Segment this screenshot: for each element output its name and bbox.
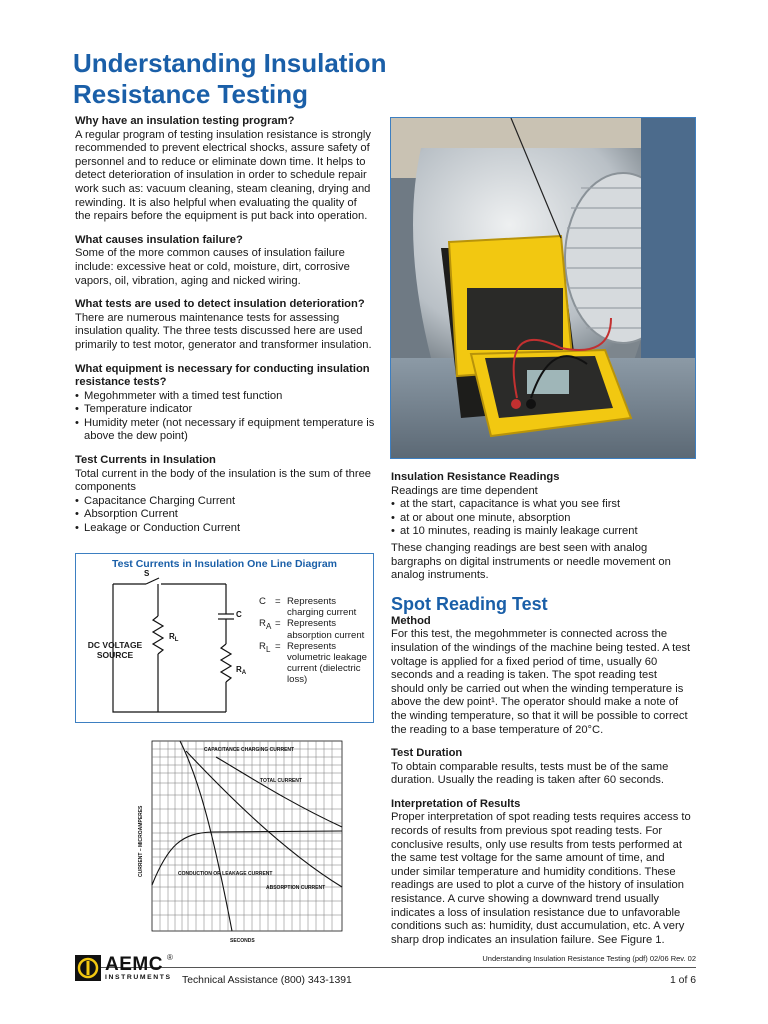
section-readings (391, 471, 691, 583)
list-item: • Humidity meter (not necessary if equipment temperature is above the dew point) (75, 417, 375, 444)
label-total: TOTAL CURRENT (260, 778, 302, 784)
current-time-graph (120, 737, 350, 947)
causes-body: Some of the more common causes of insulation failure include: excessive heat or cold, moisture, dirt, corrosive vapors, oil, vibration, aging and nicked wiring. (75, 247, 350, 287)
tests-heading: What tests are used to detect insulation deterioration? (75, 298, 365, 311)
list-item: • at or about one minute, absorption (391, 512, 691, 526)
method-heading: Method (391, 614, 431, 627)
legend-desc: Represents volumetric leakage current (dielectric loss) (287, 640, 367, 686)
rl-label: $R_L$ (169, 632, 179, 643)
aemc-logo (75, 955, 175, 983)
graph-ylabel: CURRENT – MICROAMPERES (138, 805, 144, 877)
duration-heading: Test Duration (391, 747, 463, 760)
footer-doc-ref: Understanding Insulation Resistance Testing (pdf) 02/06 Rev. 02 (482, 954, 696, 963)
section-tests (75, 298, 375, 352)
list-item: • Absorption Current (75, 508, 375, 522)
diagram-title: Test Currents in Insulation One Line Diagram (111, 558, 337, 570)
readings-after: These changing readings are best seen with analog bargraphs on digital instruments or needle movement on analog instruments. (391, 541, 671, 582)
switch-blade (146, 578, 159, 584)
currents-heading: Test Currents in Insulation (75, 454, 216, 467)
label-absorption: ABSORPTION CURRENT (266, 885, 326, 891)
legend-symbol: C (259, 596, 266, 607)
footer-page-number: 1 of 6 (670, 975, 696, 986)
aemc-logo-icon (75, 955, 101, 981)
readings-intro: Readings are time dependent (391, 484, 538, 497)
readings-heading: Insulation Resistance Readings (391, 471, 560, 483)
section-causes (75, 234, 375, 288)
total-current-curve (216, 757, 342, 827)
method-body: For this test, the megohmmeter is connected across the insulation of the windings of the machine being tested. A test voltage is applied for a fixed period of time, usually 60 seconds and a reading is taken. The spot reading test should only be carried out when the winding temperature is above the dew point¹. The operator should make a note of the winding temperature, so that it will be possible to correct the reading to a base temperature of 20°C. (391, 628, 691, 736)
legend-desc: Represents charging current (287, 596, 357, 619)
legend-equals: = (275, 640, 281, 652)
right-column (391, 471, 691, 957)
list-item: • Megohmmeter with a timed test function (75, 390, 375, 404)
switch-label: S (144, 569, 150, 578)
logo-wordmark: AEMC (105, 954, 163, 975)
causes-heading: What causes insulation failure? (75, 233, 243, 246)
one-line-diagram (75, 553, 374, 723)
why-body: A regular program of testing insulation resistance is strongly recommended to prevent electrical shocks, assure safety of personnel and to reduce or eliminate down time. It helps to detect deterioration of insulation in order to schedule repair work such as: vacuum cleaning, steam cleaning, drying and rewinding. It is also helpful when evaluating the quality of the repairs before the equipment is put back into operation. (75, 128, 371, 223)
ra-resistor (221, 644, 231, 682)
rl-resistor (153, 616, 163, 654)
black-terminal (526, 399, 536, 409)
section-interpretation (391, 798, 691, 948)
section-why (75, 115, 375, 224)
photo-illustration (391, 118, 696, 459)
logo-subtext: INSTRUMENTS (105, 974, 172, 981)
legend-row-rl (259, 641, 374, 686)
ra-label: $R_A$ (236, 665, 247, 676)
list-item: • Leakage or Conduction Current (75, 522, 375, 536)
list-item: • at 10 minutes, reading is mainly leakage current (391, 525, 691, 539)
interpretation-body: Proper interpretation of spot reading tests requires access to records of results from previous spot reading tests. For conclusive results, only use results from tests performed at the same test voltage for the same amount of time, and under similar temperature and humidity conditions. These readings are used to plot a curve of the history of insulation resistance. A curve showing a downward trend usually indicates a loss of insulation resistance due to unfavorable conditions such as: humidity, dust accumulation, etc. A very sharp drop indicates an insulation failure. See Figure 1. (391, 811, 691, 946)
currents-body: Total current in the body of the insulation is the sum of three components (75, 467, 372, 494)
section-method (391, 615, 691, 737)
dc-source-label: DC VOLTAGE SOURCE (87, 640, 143, 660)
title-line-1: Understanding Insulation (73, 48, 387, 78)
legend-desc: Represents absorption current (287, 618, 365, 641)
legend-symbol: $R_A$ (259, 618, 272, 632)
page-title (73, 48, 493, 110)
diagram-legend (259, 596, 374, 686)
tests-body: There are numerous maintenance tests for assessing insulation quality. The three tests discussed here are used primarily to test motor, generator and transformer insulation. (75, 311, 372, 351)
graph-xlabel: SECONDS (230, 938, 255, 944)
section-currents (75, 454, 375, 536)
equipment-list (75, 390, 375, 444)
label-conduction: CONDUCTION OR LEAKAGE CURRENT (178, 871, 273, 877)
c-label: C (236, 610, 242, 619)
section-duration (391, 747, 691, 788)
legend-symbol: $R_L$ (259, 640, 271, 654)
instrument-lid-panel (467, 288, 563, 350)
readings-list (391, 498, 691, 539)
graph-grid (152, 741, 342, 931)
list-item: • Capacitance Charging Current (75, 495, 375, 509)
legend-row-c (259, 596, 374, 618)
currents-list (75, 495, 375, 536)
left-column (75, 115, 375, 546)
list-item: • Temperature indicator (75, 403, 375, 417)
legend-equals: = (275, 596, 281, 607)
legend-equals: = (275, 618, 281, 630)
label-capacitance: CAPACITANCE CHARGING CURRENT (204, 747, 295, 753)
why-heading: Why have an insulation testing program? (75, 115, 295, 127)
duration-body: To obtain comparable results, tests must be of the same duration. Usually the reading is taken after 60 seconds. (391, 760, 669, 787)
spot-reading-title: Spot Reading Test (391, 593, 548, 614)
list-item: • at the start, capacitance is what you see first (391, 498, 691, 512)
title-line-2: Resistance Testing (73, 79, 309, 109)
absorption-current-curve (186, 751, 342, 887)
footer-tech-assistance: Technical Assistance (800) 343-1391 (182, 975, 352, 986)
megohmmeter-photo (390, 117, 696, 459)
logo-registered: ® (167, 953, 173, 962)
legend-row-ra (259, 618, 374, 640)
interpretation-heading: Interpretation of Results (391, 797, 521, 810)
equipment-heading: What equipment is necessary for conducting insulation resistance tests? (75, 362, 370, 389)
red-terminal (511, 399, 521, 409)
section-equipment (75, 363, 375, 445)
